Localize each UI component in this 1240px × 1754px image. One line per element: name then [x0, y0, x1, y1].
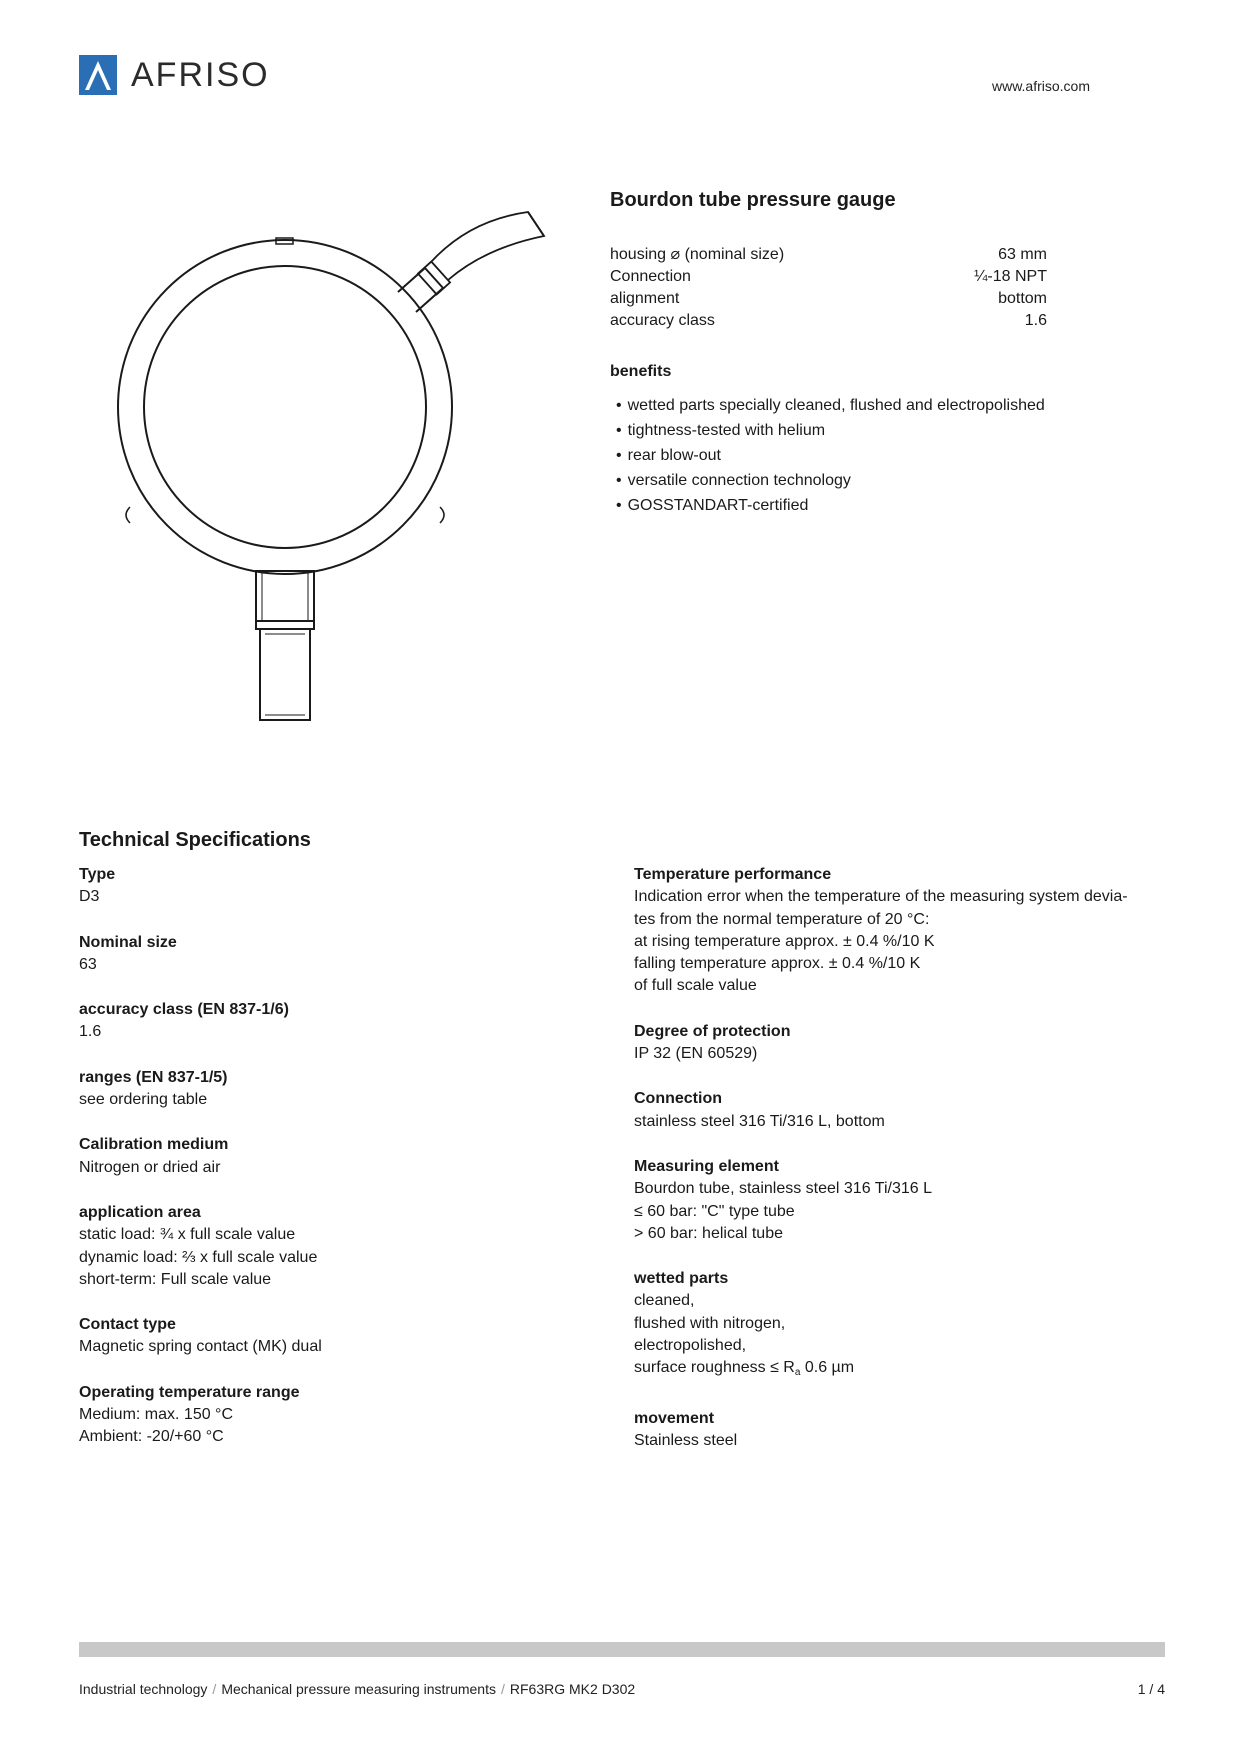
property-label: housing ⌀ (nominal size): [610, 246, 785, 263]
breadcrumb-item[interactable]: Mechanical pressure measuring instruments: [221, 1681, 496, 1697]
benefit-item: • wetted parts specially cleaned, flushed and electropolished: [616, 393, 1045, 418]
property-value: 63 mm: [998, 246, 1047, 263]
spec-wetted-parts: [634, 1268, 1154, 1384]
spec-label: Type: [79, 866, 116, 883]
spec-value: 1.6: [79, 1023, 102, 1041]
property-value: 1.6: [1024, 312, 1047, 329]
property-row: [610, 244, 1047, 266]
spec-label: wetted parts: [634, 1270, 729, 1288]
spec-value: D3: [79, 888, 100, 906]
afriso-logo-icon: [79, 55, 117, 95]
breadcrumb-item[interactable]: RF63RG MK2 D302: [509, 1681, 636, 1697]
property-row: [610, 266, 1047, 288]
spec-label: movement: [634, 1409, 715, 1427]
spec-degree-of-protection: [634, 1021, 1154, 1066]
spec-value: IP 32 (EN 60529): [634, 1045, 758, 1063]
spec-value: Magnetic spring contact (MK) dual: [79, 1338, 322, 1356]
spec-value-roughness: [634, 1357, 1154, 1384]
specs-right-column: [634, 864, 1154, 1475]
spec-connection: [634, 1088, 1154, 1133]
spec-accuracy-class: [79, 999, 599, 1044]
spec-ranges: [79, 1067, 599, 1112]
spec-movement: [634, 1408, 1154, 1453]
property-label: Connection: [610, 268, 691, 285]
benefit-item: • versatile connection technology: [616, 468, 1045, 493]
spec-value: Nitrogen or dried air: [79, 1158, 221, 1176]
spec-label: application area: [79, 1203, 201, 1221]
property-row: [610, 288, 1047, 310]
spec-label: Measuring element: [634, 1157, 779, 1175]
footer-breadcrumb: [79, 1681, 635, 1697]
spec-contact-type: [79, 1314, 599, 1359]
spec-value: stainless steel 316 Ti/316 L, bottom: [634, 1112, 885, 1130]
spec-value: Bourdon tube, stainless steel 316 Ti/316 L ≤ 60 bar: "C" type tube > 60 bar: helical tube: [634, 1180, 932, 1242]
spec-value: static load: ¾ x full scale value dynamic load: ⅔ x full scale value short-term: Full scale value: [79, 1226, 318, 1288]
spec-value: see ordering table: [79, 1091, 208, 1109]
breadcrumb-item[interactable]: Industrial technology: [79, 1681, 208, 1697]
spec-value: 63: [79, 955, 97, 973]
property-value: ¼-18 NPT: [974, 268, 1047, 285]
spec-label: Nominal size: [79, 933, 177, 951]
spec-nominal-size: [79, 932, 599, 977]
product-title: Bourdon tube pressure gauge: [610, 189, 896, 211]
spec-value: cleaned, flushed with nitrogen, electropolished,: [634, 1292, 786, 1355]
spec-label: Temperature performance: [634, 866, 832, 883]
spec-calibration-medium: [79, 1134, 599, 1179]
breadcrumb-separator: /: [212, 1681, 217, 1697]
property-table: [610, 244, 1047, 332]
gauge-drawing: [100, 210, 570, 740]
spec-label: ranges (EN 837-1/5): [79, 1068, 228, 1086]
spec-application-area: [79, 1202, 599, 1291]
spec-label: Calibration medium: [79, 1136, 229, 1154]
spec-operating-temperature: [79, 1382, 599, 1449]
benefit-item: • GOSSTANDART-certified: [616, 493, 1045, 518]
benefit-item: • tightness-tested with helium: [616, 418, 1045, 443]
benefits-list: [616, 393, 1045, 518]
property-label: alignment: [610, 290, 680, 307]
spec-type: [79, 864, 599, 909]
property-label: accuracy class: [610, 312, 715, 329]
afriso-logo: [79, 55, 270, 95]
benefit-item: • rear blow-out: [616, 443, 1045, 468]
breadcrumb-separator: /: [501, 1681, 505, 1697]
spec-label: accuracy class (EN 837-1/6): [79, 1001, 289, 1019]
roughness-suffix: 0.6 µm: [800, 1359, 855, 1377]
spec-measuring-element: [634, 1156, 1154, 1245]
page-number: 1 / 4: [1137, 1681, 1165, 1697]
property-value: bottom: [998, 290, 1047, 307]
tech-specs-heading: Technical Specifications: [79, 829, 311, 851]
spec-label: Degree of protection: [634, 1022, 791, 1040]
property-row: [610, 310, 1047, 332]
specs-left-column: [79, 864, 599, 1472]
spec-label: Operating temperature range: [79, 1383, 300, 1401]
benefits-heading: benefits: [610, 363, 672, 380]
spec-value: Indication error when the temperature of the measuring system devia- tes from the normal temperature of 20 °C: at rising temperature approx. ± 0.4 %/10 K falling temperature approx. ± 0.4 %/10 K of full scale value: [634, 888, 1128, 995]
roughness-prefix: surface roughness ≤ R: [634, 1359, 795, 1377]
spec-temperature-performance: [634, 864, 1154, 998]
spec-value: Medium: max. 150 °C Ambient: -20/+60 °C: [79, 1406, 234, 1446]
brand-name: AFRISO: [131, 55, 270, 94]
spec-label: Contact type: [79, 1316, 176, 1334]
spec-value: Stainless steel: [634, 1431, 738, 1449]
spec-label: Connection: [634, 1090, 722, 1108]
roughness-subscript: a: [794, 1367, 801, 1379]
footer-bar: [79, 1642, 1165, 1657]
website-url[interactable]: www.afriso.com: [991, 78, 1090, 94]
